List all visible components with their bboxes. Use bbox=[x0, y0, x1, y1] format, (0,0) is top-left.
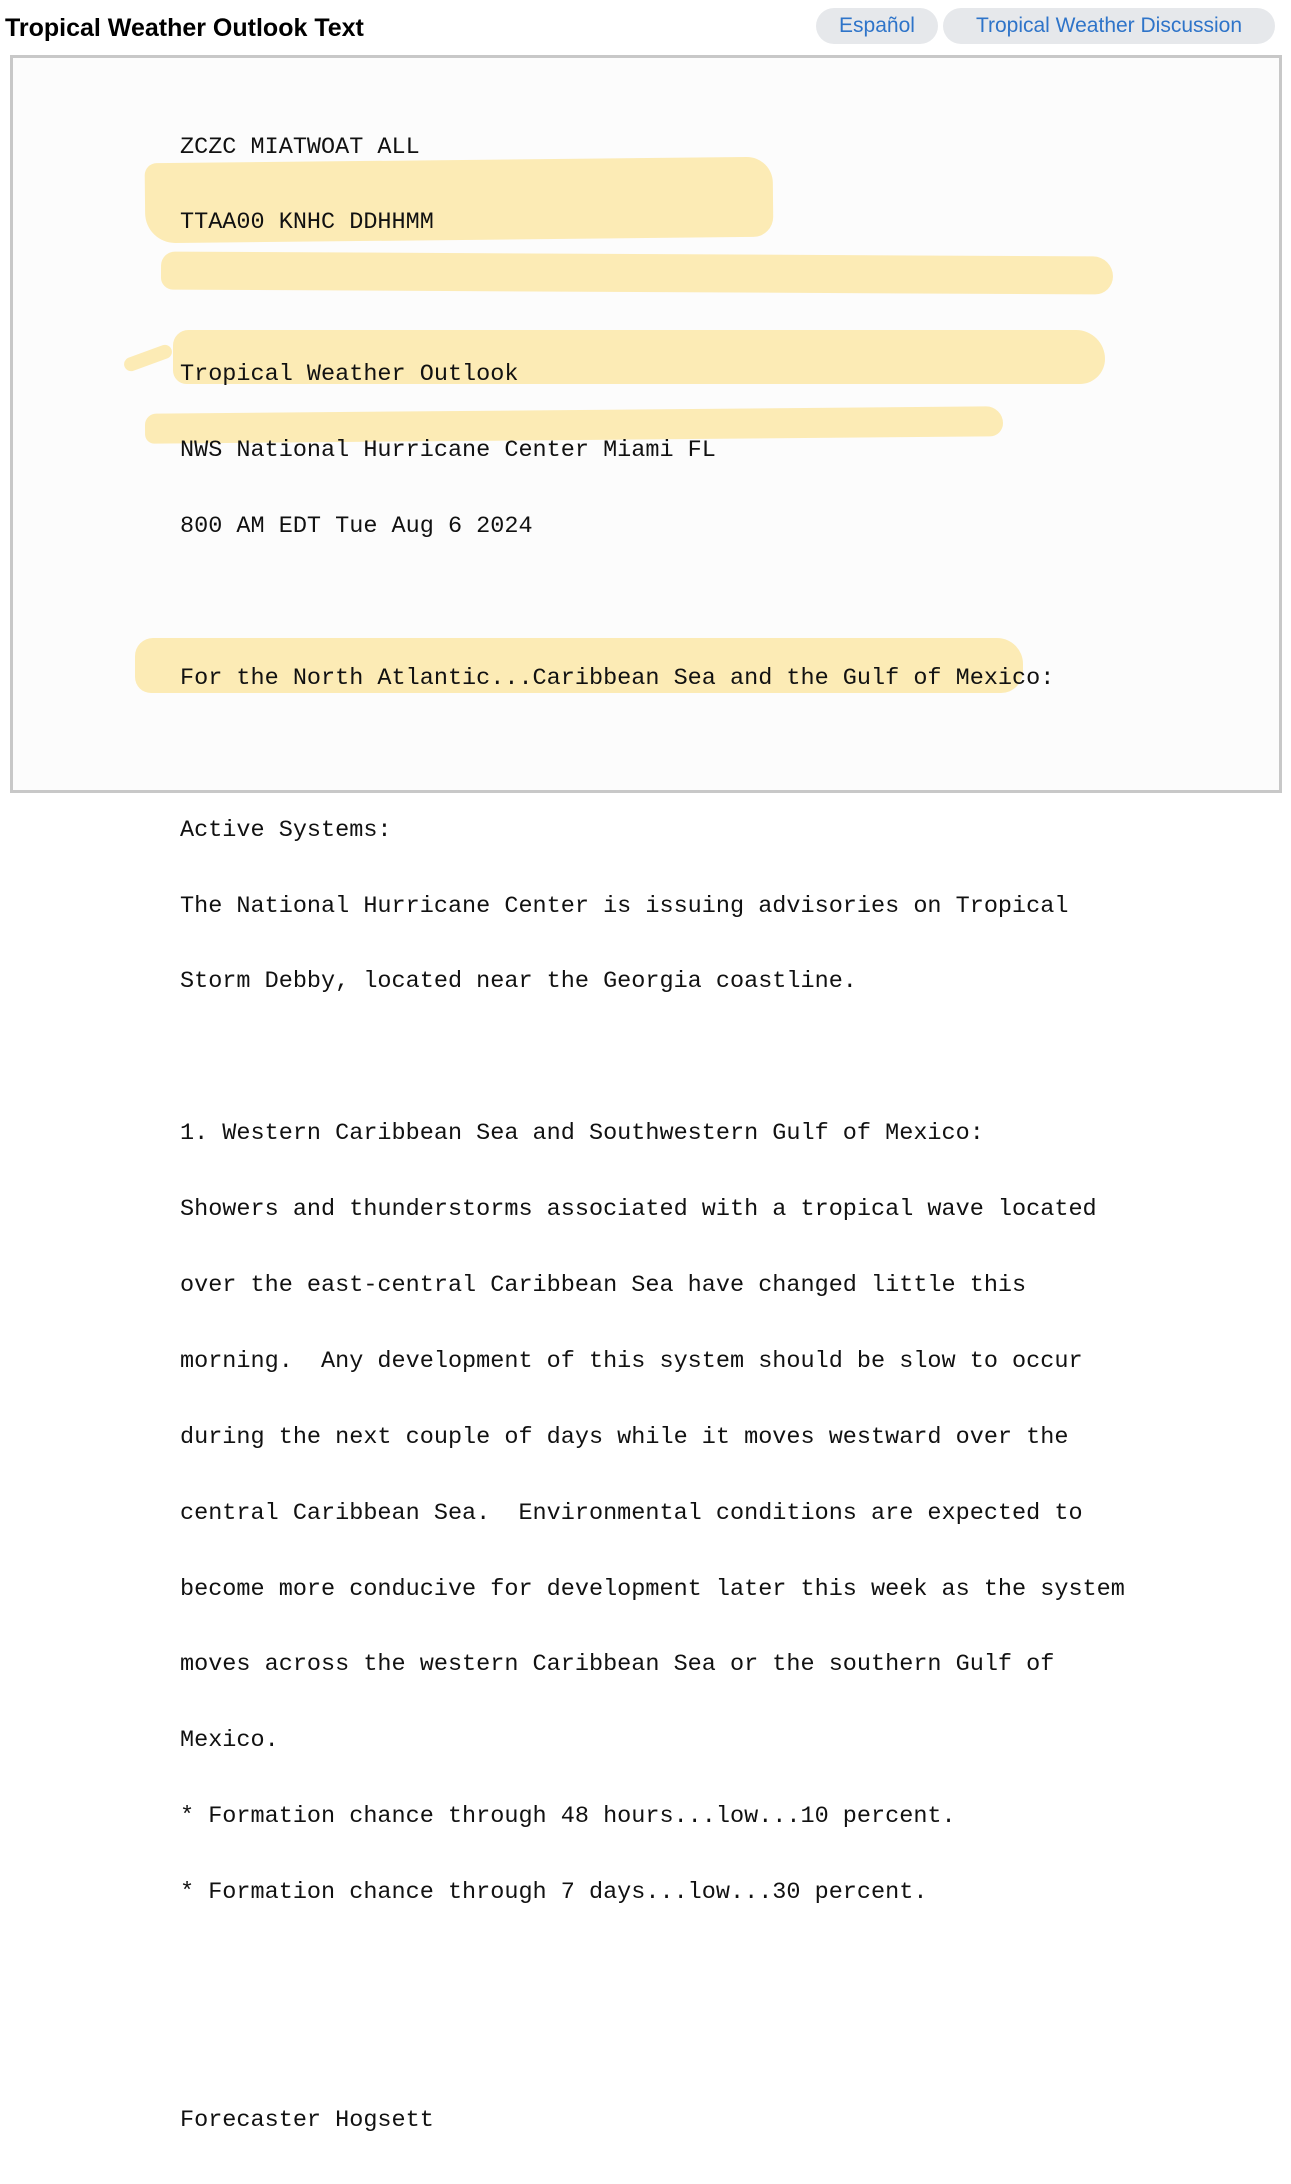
text-line: The National Hurricane Center is issuing advisories on Tropical bbox=[180, 892, 1069, 920]
tropical-weather-discussion-link[interactable]: Tropical Weather Discussion bbox=[943, 8, 1275, 44]
text-line bbox=[180, 286, 1125, 311]
text-line: during the next couple of days while it moves westward over the bbox=[180, 1423, 1069, 1451]
text-line: Tropical Weather Outlook bbox=[180, 361, 519, 389]
text-line: For the North Atlantic...Caribbean Sea and the Gulf of Mexico: bbox=[180, 664, 1055, 692]
text-line: 800 AM EDT Tue Aug 6 2024 bbox=[180, 513, 533, 541]
page-title: Tropical Weather Outlook Text bbox=[5, 14, 364, 42]
outlook-product-text bbox=[180, 84, 1125, 2184]
text-line: over the east-central Caribbean Sea have changed little this bbox=[180, 1271, 1027, 1299]
highlight-pen-stroke bbox=[122, 343, 174, 373]
text-line: Forecaster Hogsett bbox=[180, 2106, 434, 2134]
text-line bbox=[180, 1956, 1125, 1981]
text-line: Storm Debby, located near the Georgia coastline. bbox=[180, 968, 857, 996]
text-line: central Caribbean Sea. Environmental conditions are expected to bbox=[180, 1499, 1083, 1527]
text-line: become more conducive for development later this week as the system bbox=[180, 1575, 1125, 1603]
text-line: Mexico. bbox=[180, 1727, 279, 1755]
text-line bbox=[180, 2032, 1125, 2057]
text-line: * Formation chance through 7 days...low...30 percent. bbox=[180, 1879, 928, 1907]
text-line: * Formation chance through 48 hours...low...10 percent. bbox=[180, 1803, 956, 1831]
text-line: Active Systems: bbox=[180, 816, 392, 844]
text-line bbox=[180, 590, 1125, 615]
text-line: ZCZC MIATWOAT ALL bbox=[180, 133, 420, 161]
espanol-link[interactable]: Español bbox=[816, 8, 938, 44]
text-line bbox=[180, 1045, 1125, 1070]
text-line bbox=[180, 742, 1125, 767]
outlook-text-box bbox=[10, 55, 1282, 2134]
text-line: TTAA00 KNHC DDHHMM bbox=[180, 209, 434, 237]
text-line: Showers and thunderstorms associated with a tropical wave located bbox=[180, 1196, 1097, 1224]
text-line: morning. Any development of this system should be slow to occur bbox=[180, 1347, 1083, 1375]
text-line: 1. Western Caribbean Sea and Southwestern Gulf of Mexico: bbox=[180, 1120, 984, 1148]
text-line: moves across the western Caribbean Sea or the southern Gulf of bbox=[180, 1651, 1055, 1679]
text-line: NWS National Hurricane Center Miami FL bbox=[180, 437, 716, 465]
